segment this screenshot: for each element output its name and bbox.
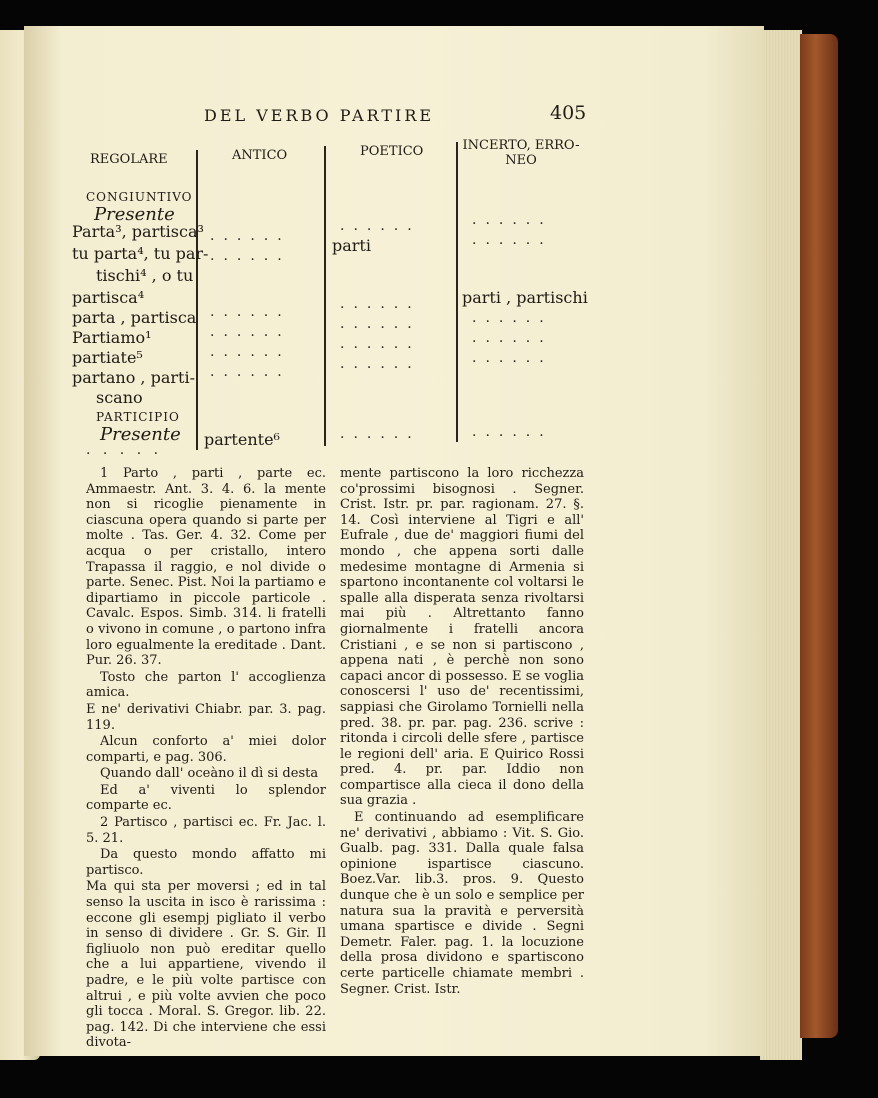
- poetico-dots: ......: [340, 218, 421, 234]
- antico-dots: ......: [210, 344, 291, 360]
- regolare-row: parta , partisca: [72, 308, 197, 327]
- incerto-dots: ......: [472, 330, 553, 346]
- incerto-dots: ......: [472, 350, 553, 366]
- poetico-dots: ......: [340, 356, 421, 372]
- poetico-dots: ......: [340, 336, 421, 352]
- antico-dots: ......: [210, 324, 291, 340]
- regolare-row: partisca⁴: [72, 288, 145, 307]
- footnote-paragraph: 2 Partisco , partisci ec. Fr. Jac. l. 5. 21.: [86, 815, 326, 846]
- incerto-dots: ......: [472, 232, 553, 248]
- footnote-paragraph: Alcun conforto a' miei dolor comparti, e pag. 306.: [86, 734, 326, 765]
- book-cover: [800, 34, 838, 1038]
- rule-2: [324, 146, 326, 446]
- col-antico: ANTICO: [232, 148, 288, 163]
- incerto-cell: parti , partischi: [462, 288, 588, 307]
- regolare-row: tischi⁴ , o tu: [96, 266, 194, 285]
- col-poetico: POETICO: [360, 144, 424, 159]
- page-edges: [760, 30, 802, 1060]
- col-incerto: INCERTO, ERRO- NEO: [462, 138, 580, 168]
- antico-dots: ......: [210, 304, 291, 320]
- footnote-paragraph: Quando dall' oceàno il dì si desta: [100, 766, 319, 782]
- participle-tense: Presente: [100, 424, 181, 445]
- poetico-dots: ......: [340, 316, 421, 332]
- regolare-row: Parta³, partisca³: [72, 222, 204, 241]
- page-number: 405: [550, 102, 587, 124]
- participle-label: PARTICIPIO: [96, 410, 180, 424]
- incerto-dots: ......: [472, 310, 553, 326]
- footnote-paragraph: Tosto che parton l' accoglienza amica.: [86, 669, 326, 701]
- incerto-dots: ......: [472, 212, 553, 228]
- page-header-title: DEL VERBO PARTIRE: [204, 106, 435, 125]
- mood-label: CONGIUNTIVO: [86, 190, 193, 204]
- antico-dots: ......: [210, 364, 291, 380]
- footnote-paragraph: 1 Parto , parti , parte ec. Ammaestr. Ant. 3. 4. 6. la mente non si ricoglie pienamente in ciascuna opera quando si parte per molte . Tas. Ger. 4. 32. Come per acqua o per cristallo, intero Trapassa il raggio, e nol divide o parte. Senec. Pist. Noi la partiamo e dipartiamo in piccole particole . Cavalc. Espos. Simb. 314. li fratelli o vivono in comune , o partono infra loro egualmente la ereditade . Dant. Pur. 26. 37.: [86, 466, 326, 669]
- col-regolare: REGOLARE: [90, 152, 168, 167]
- poetico-cell: parti: [332, 236, 371, 255]
- antico-dots: ......: [210, 228, 291, 244]
- footnote-paragraph: Ed a' viventi lo splendor comparte ec.: [86, 782, 326, 814]
- incerto-dots: ......: [472, 424, 553, 440]
- poetico-dots: ......: [340, 426, 421, 442]
- footnote-paragraph: Da questo mondo affatto mi partisco.: [86, 847, 326, 878]
- poetico-dots: ......: [340, 296, 421, 312]
- footnote-paragraph: Ma qui sta per moversi ; ed in tal senso la uscita in isco è rarissima : eccone gli esempj pigliato il verbo in senso di dividere . Gr. S. Gir. Il figliuolo non può ereditar quello che a lui appartiene, vivendo il padre, e le più volte partisce con altrui , e più volte avvien che poco gli tocca . Moral. S. Gregor. lib. 22. pag. 142. Di che interviene che essi divota-: [86, 879, 326, 1051]
- footnote-paragraph: mente partiscono la loro ricchezza co'prossimi bisognosi . Segner. Crist. Istr. pr. par. ragionam. 27. §. 14. Così interviene al Tigri e all' Eufrale , due de' maggiori fiumi del mondo , che appena sorti dalle medesime montagne di Armenia si spartono incontanente col voltarsi le spalle alla disperata senza rivoltarsi mai più . Altrettanto fanno giornalmente i fratelli ancora Cristiani , e se non si partiscono , appena nati , è perchè non sono capaci ancor di possesso. E se voglia conoscersi l' uso de' recentissimi, sappiasi che Girolamo Tornielli nella pred. 38. pr. par. pag. 236. scrive : ritonda i circoli delle sfere , partisce le regioni dell' aria. E Quirico Rossi pred. 4. pr. par. Iddio non compartisce alla cieca il dono della sua grazia .: [340, 466, 584, 809]
- rule-3: [456, 142, 458, 442]
- regolare-row: partano , parti-: [72, 368, 195, 387]
- regolare-row: Partiamo¹: [72, 328, 152, 347]
- footnotes-left: [86, 466, 326, 1052]
- antico-dots: ......: [210, 248, 291, 264]
- regolare-row: tu parta⁴, tu par-: [72, 244, 209, 263]
- tense-label: Presente: [94, 204, 175, 225]
- footnotes-right: [340, 466, 584, 998]
- antico-participle: partente⁶: [204, 430, 280, 449]
- regolare-row: partiate⁵: [72, 348, 143, 367]
- book-page: [24, 26, 764, 1056]
- participle-regolare: . . . . .: [86, 442, 163, 458]
- footnote-paragraph: E ne' derivativi Chiabr. par. 3. pag. 119.: [86, 701, 326, 733]
- footnote-paragraph: E continuando ad esemplificare ne' derivativi , abbiamo : Vit. S. Gio. Gualb. pag. 331. Dalla quale falsa opinione ispartisce ciascuno. Boez.Var. lib.3. pros. 9. Questo dunque che è un solo e semplice per natura sua la pravità e perversità umana spartisce e divide . Segni Demetr. Faler. pag. 1. la locuzione della prosa dividono e spartiscono certe particelle chiamate membri . Segner. Crist. Istr.: [340, 810, 584, 997]
- regolare-row: scano: [96, 388, 143, 407]
- rule-1: [196, 150, 198, 450]
